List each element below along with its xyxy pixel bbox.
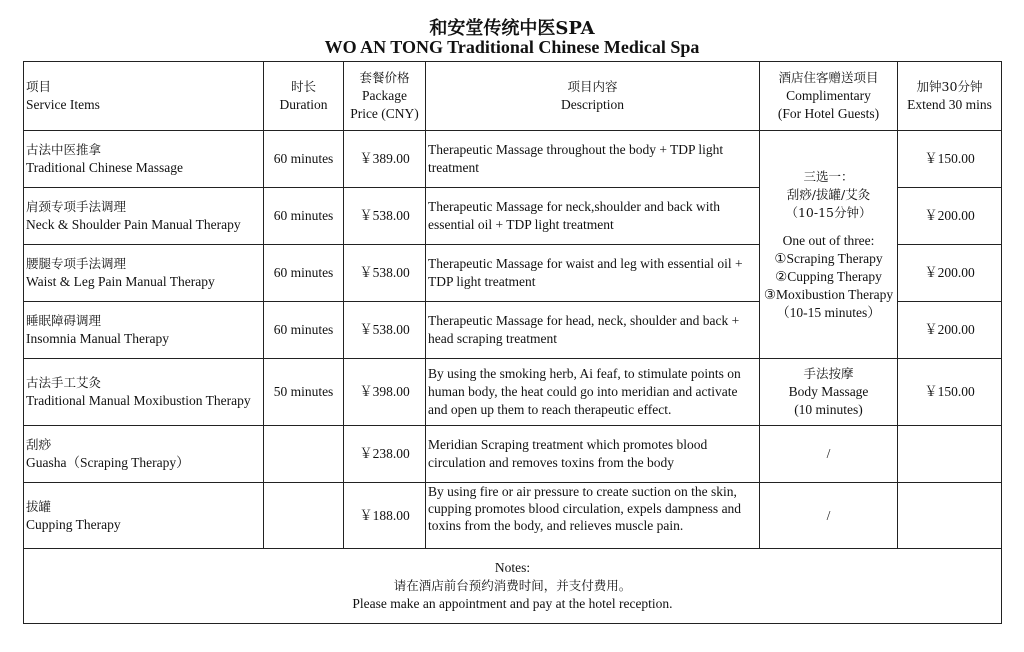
price-cell: ￥538.00 <box>344 188 426 245</box>
price-cell: ￥188.00 <box>344 483 426 549</box>
extend-price-cell: ￥200.00 <box>898 245 1002 302</box>
table-row <box>24 359 1002 426</box>
price-cell: ￥538.00 <box>344 245 426 302</box>
description-cell: Meridian Scraping treatment which promotes blood circulation and removes toxins from the body <box>426 426 760 483</box>
duration-cell: 60 minutes <box>264 245 344 302</box>
service-name: 睡眠障碍调理 Insomnia Manual Therapy <box>24 302 264 359</box>
description-cell: Therapeutic Massage for neck,shoulder and back with essential oil + TDP light treatment <box>426 188 760 245</box>
complimentary-massage-cell: 手法按摩 Body Massage (10 minutes) <box>760 359 898 426</box>
duration-cell <box>264 426 344 483</box>
price-cell: ￥398.00 <box>344 359 426 426</box>
description-cell: Therapeutic Massage for head, neck, shoulder and back + head scraping treatment <box>426 302 760 359</box>
extend-price-cell <box>898 426 1002 483</box>
duration-cell: 60 minutes <box>264 131 344 188</box>
header-complimentary: 酒店住客赠送项目 Complimentary (For Hotel Guests) <box>760 62 898 131</box>
complimentary-choice-cell: 三选一： 刮痧/拔罐/艾灸 （10-15分钟） One out of three: ①Scraping Therapy ②Cupping Therapy ③Moxibustion Therapy （10-15 minutes） <box>760 131 898 359</box>
service-name: 肩颈专项手法调理 Neck & Shoulder Pain Manual Therapy <box>24 188 264 245</box>
service-name: 刮痧 Guasha（Scraping Therapy） <box>24 426 264 483</box>
table-header-row <box>24 62 1002 131</box>
description-cell: By using fire or air pressure to create suction on the skin, cupping promotes blood circulation, expels dampness and toxins from the body, and relieves muscle pain. <box>426 483 760 549</box>
complimentary-none-cell: / <box>760 426 898 483</box>
header-extend: 加钟30分钟 Extend 30 mins <box>898 62 1002 131</box>
description-cell: Therapeutic Massage for waist and leg with essential oil + TDP light treatment <box>426 245 760 302</box>
description-cell: By using the smoking herb, Ai feaf, to stimulate points on human body, the heat could go into meridian and activate and open up them to reach therapeutic effect. <box>426 359 760 426</box>
extend-price-cell: ￥150.00 <box>898 359 1002 426</box>
notes-row <box>24 549 1002 624</box>
table-row <box>24 131 1002 188</box>
service-name: 古法中医推拿 Traditional Chinese Massage <box>24 131 264 188</box>
header-service-items: 项目 Service Items <box>24 62 264 131</box>
price-cell: ￥389.00 <box>344 131 426 188</box>
table-row <box>24 426 1002 483</box>
duration-cell: 60 minutes <box>264 302 344 359</box>
description-cell: Therapeutic Massage throughout the body + TDP light treatment <box>426 131 760 188</box>
service-name: 拔罐 Cupping Therapy <box>24 483 264 549</box>
service-name: 腰腿专项手法调理 Waist & Leg Pain Manual Therapy <box>24 245 264 302</box>
price-cell: ￥538.00 <box>344 302 426 359</box>
duration-cell: 50 minutes <box>264 359 344 426</box>
service-name: 古法手工艾灸 Traditional Manual Moxibustion Therapy <box>24 359 264 426</box>
complimentary-none-cell: / <box>760 483 898 549</box>
notes-cell: Notes: 请在酒店前台预约消费时间，并支付费用。 Please make an appointment and pay at the hotel reception. <box>24 549 1002 624</box>
duration-cell <box>264 483 344 549</box>
extend-price-cell: ￥150.00 <box>898 131 1002 188</box>
price-cell: ￥238.00 <box>344 426 426 483</box>
service-price-table <box>23 61 1002 624</box>
header-package-price: 套餐价格 Package Price (CNY) <box>344 62 426 131</box>
extend-price-cell: ￥200.00 <box>898 188 1002 245</box>
page-title-english: WO AN TONG Traditional Chinese Medical Spa <box>324 37 700 57</box>
page-title-chinese: 和安堂传统中医SPA <box>429 18 595 39</box>
duration-cell: 60 minutes <box>264 188 344 245</box>
extend-price-cell: ￥200.00 <box>898 302 1002 359</box>
header-description: 项目内容 Description <box>426 62 760 131</box>
header-duration: 时长 Duration <box>264 62 344 131</box>
extend-price-cell <box>898 483 1002 549</box>
table-row <box>24 483 1002 549</box>
